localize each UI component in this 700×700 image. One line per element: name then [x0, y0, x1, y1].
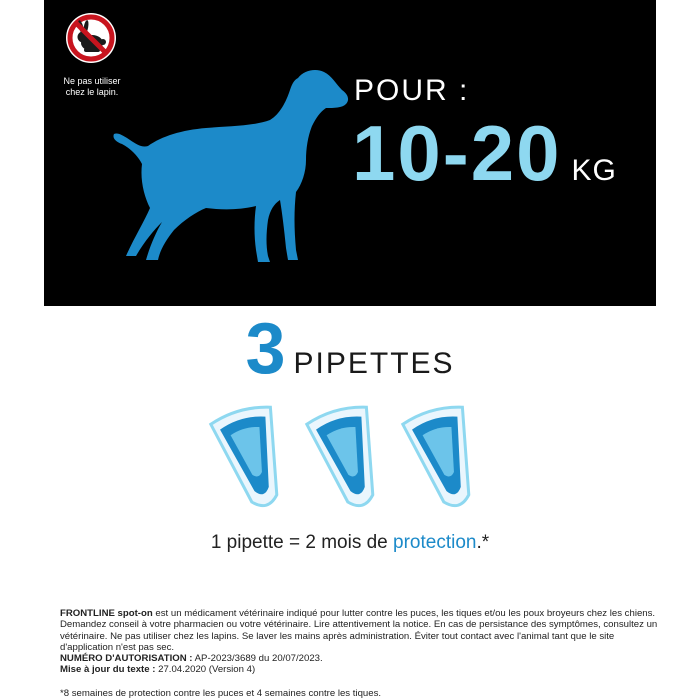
pipette-label: PIPETTES [293, 347, 455, 380]
pipettes-illustration [208, 400, 498, 520]
weight-range: 10-20 [352, 109, 562, 197]
authorization-line [60, 653, 660, 664]
pipette-icon [304, 400, 394, 518]
pipettes-heading [0, 308, 700, 390]
authorization-label: NUMÉRO D'AUTORISATION : [60, 653, 193, 665]
legal-notice [60, 608, 660, 676]
protection-claim [0, 532, 700, 554]
claim-prefix: 1 pipette = 2 mois de [210, 532, 394, 553]
pipette-icon [208, 400, 298, 518]
pipette-count: 3 [245, 309, 286, 389]
claim-suffix: .* [476, 532, 490, 553]
legal-paragraph [60, 608, 660, 653]
weight-row [352, 108, 617, 198]
legal-body: est un médicament vétérinaire indiqué pour lutter contre les puces, les tiques et/ou les poux broyeurs chez les chiens. Demandez conseil à votre pharmacien ou votre vétérinaire. Lire attentivement la notice. En cas de persistance des symptômes, consultez un vétérinaire. Ne pas utiliser chez les lapins. Se laver les mains après administration. Éviter tout contact avec l'animal tant que le site d'application n'est pas sec. [60, 608, 658, 653]
footnote: *8 semaines de protection contre les puces et 4 semaines contre les tiques. [60, 688, 382, 699]
hero-banner [44, 0, 656, 306]
update-label: Mise à jour du texte : [60, 664, 156, 676]
no-rabbit-icon [64, 11, 118, 65]
claim-accent: protection [393, 532, 477, 553]
weight-unit: KG [571, 154, 617, 187]
rabbit-warning-line2: chez le lapin. [65, 87, 119, 97]
rabbit-warning-line1: Ne pas utiliser [63, 76, 121, 86]
pipette-icon [400, 400, 490, 518]
update-line [60, 664, 660, 675]
pour-label: POUR : [354, 74, 470, 107]
authorization-value: AP-2023/3689 du 20/07/2023. [192, 653, 323, 665]
legal-brand: FRONTLINE spot-on [60, 608, 153, 619]
update-value: 27.04.2020 (Version 4) [155, 664, 256, 676]
dog-silhouette-icon [110, 60, 350, 266]
